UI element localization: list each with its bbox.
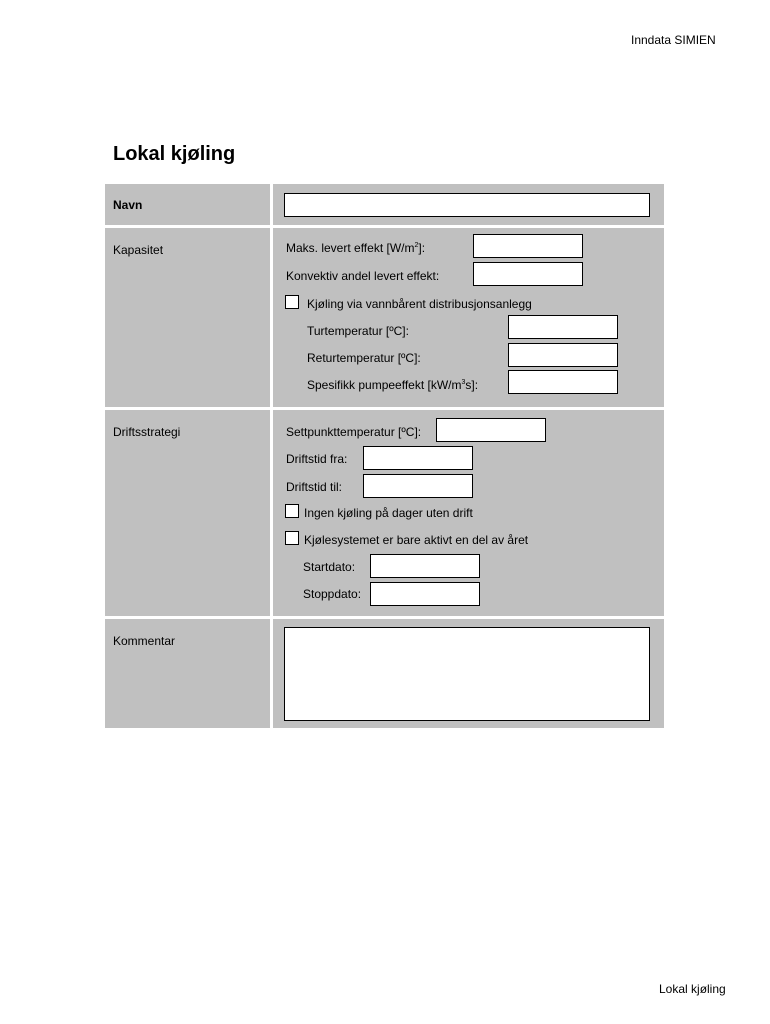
returtemperatur-field[interactable]	[508, 343, 618, 367]
konvektiv-andel-field[interactable]	[473, 262, 583, 286]
del-av-aaret-checkbox[interactable]	[285, 531, 299, 545]
driftstid-til-label: Driftstid til:	[286, 480, 343, 494]
returtemperatur-label: Returtemperatur [ºC]:	[307, 351, 421, 365]
vannbaarent-checkbox-label: Kjøling via vannbårent distribusjonsanlegg	[307, 297, 532, 311]
ingen-kjoling-checkbox[interactable]	[285, 504, 299, 518]
kommentar-field[interactable]	[284, 627, 650, 721]
settpunkttemperatur-label: Settpunkttemperatur [ºC]:	[286, 425, 422, 439]
driftsstrategi-label-cell	[105, 410, 270, 616]
startdato-field[interactable]	[370, 554, 480, 578]
navn-field[interactable]	[284, 193, 650, 217]
page-title: Lokal kjøling	[113, 143, 236, 165]
driftstid-fra-label: Driftstid fra:	[286, 452, 348, 466]
settpunkttemperatur-field[interactable]	[436, 418, 546, 442]
kommentar-label: Kommentar	[113, 634, 176, 648]
stoppdato-field[interactable]	[370, 582, 480, 606]
driftstid-til-field[interactable]	[363, 474, 473, 498]
vannbaarent-checkbox[interactable]	[285, 295, 299, 309]
spesifikk-pumpeeffekt-label: Spesifikk pumpeeffekt $[kW/m^3s]$:	[307, 378, 479, 392]
startdato-label: Startdato:	[303, 560, 356, 574]
konvektiv-andel-label: Konvektiv andel levert effekt:	[286, 269, 440, 283]
document-header-label: Inndata SIMIEN	[631, 33, 716, 47]
driftstid-fra-field[interactable]	[363, 446, 473, 470]
maks-levert-effekt-label: Maks. levert effekt $[W/m^2]$:	[286, 241, 426, 255]
stoppdato-label: Stoppdato:	[303, 587, 362, 601]
del-av-aaret-checkbox-label: Kjølesystemet er bare aktivt en del av året	[304, 533, 529, 547]
page-footer-label: Lokal kjøling	[659, 982, 726, 996]
driftsstrategi-label: Driftsstrategi	[113, 425, 181, 439]
spesifikk-pumpeeffekt-field[interactable]	[508, 370, 618, 394]
maks-levert-effekt-field[interactable]	[473, 234, 583, 258]
turtemperatur-label: Turtemperatur [ºC]:	[307, 324, 409, 338]
navn-label: Navn	[113, 198, 143, 212]
ingen-kjoling-checkbox-label: Ingen kjøling på dager uten drift	[304, 506, 473, 520]
kapasitet-label: Kapasitet	[113, 243, 164, 257]
turtemperatur-field[interactable]	[508, 315, 618, 339]
